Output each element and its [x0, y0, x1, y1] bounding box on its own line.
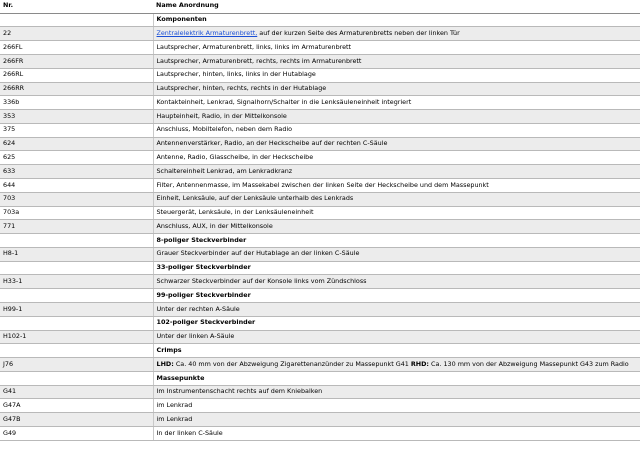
cell-description: Schaltereinheit Lenkrad, am Lenkradkranz	[153, 165, 640, 179]
cell-nr	[0, 371, 153, 385]
cell-nr: G41	[0, 385, 153, 399]
table-row	[0, 206, 640, 220]
cell-description: Lautsprecher, Armaturenbrett, links, links im Armaturenbrett	[153, 41, 640, 55]
section-row	[0, 13, 640, 27]
table-row	[0, 330, 640, 344]
cell-nr	[0, 344, 153, 358]
table-row	[0, 399, 640, 413]
cell-nr: 266FL	[0, 41, 153, 55]
cell-nr: G47A	[0, 399, 153, 413]
table-row	[0, 413, 640, 427]
table-row	[0, 247, 640, 261]
table-row	[0, 275, 640, 289]
table-row	[0, 165, 640, 179]
cell-description: Lautsprecher, hinten, links, links in der Hutablage	[153, 68, 640, 82]
cell-description: Komponenten	[153, 13, 640, 27]
cell-nr: 703a	[0, 206, 153, 220]
cell-nr: 625	[0, 151, 153, 165]
section-row	[0, 371, 640, 385]
cell-description: im Lenkrad	[153, 399, 640, 413]
section-row	[0, 234, 640, 248]
cell-nr	[0, 289, 153, 303]
table-row	[0, 192, 640, 206]
table-row	[0, 178, 640, 192]
cell-description: Lautsprecher, hinten, rechts, rechts in der Hutablage	[153, 82, 640, 96]
cell-description: Unter der rechten A-Säule	[153, 303, 640, 317]
table-row	[0, 54, 640, 68]
table-row	[0, 358, 640, 372]
cell-description: 102-poliger Steckverbinder	[153, 316, 640, 330]
cell-description: Antenne, Radio, Glasscheibe, in der Heckscheibe	[153, 151, 640, 165]
cell-description: Kontakteinheit, Lenkrad, Signalhorn/Schalter in die Lenksäuleneinheit integriert	[153, 96, 640, 110]
rhd-label: RHD:	[410, 359, 429, 368]
table-header-row	[0, 0, 640, 13]
section-row	[0, 289, 640, 303]
header-nr: Nr.	[0, 0, 153, 13]
table-row	[0, 220, 640, 234]
cell-description: 99-poliger Steckverbinder	[153, 289, 640, 303]
lhd-text: Ca. 40 mm von der Abzweigung Zigarettenanzünder zu Massepunkt G41	[173, 359, 411, 368]
cell-nr: G47B	[0, 413, 153, 427]
lhd-label: LHD:	[156, 359, 174, 368]
cell-nr: 644	[0, 178, 153, 192]
table-row	[0, 427, 640, 441]
cell-description: Schwarzer Steckverbinder auf der Konsole links vom Zündschloss	[153, 275, 640, 289]
cell-nr: H33-1	[0, 275, 153, 289]
cell-nr: J76	[0, 358, 153, 372]
cell-nr: H99-1	[0, 303, 153, 317]
cell-description: Steuergerät, Lenksäule, in der Lenksäuleneinheit	[153, 206, 640, 220]
cell-nr	[0, 234, 153, 248]
cell-description: Crimps	[153, 344, 640, 358]
table-row	[0, 151, 640, 165]
section-row	[0, 344, 640, 358]
header-name: Name Anordnung	[153, 0, 640, 13]
cell-description: Grauer Steckverbinder auf der Hutablage an der linken C-Säule	[153, 247, 640, 261]
cell-nr	[0, 261, 153, 275]
cell-description: 8-poliger Steckverbinder	[153, 234, 640, 248]
cell-nr: G49	[0, 427, 153, 441]
cell-nr: 266RR	[0, 82, 153, 96]
cell-nr: 624	[0, 137, 153, 151]
table-row	[0, 68, 640, 82]
cell-nr: 266FR	[0, 54, 153, 68]
cell-description: Lautsprecher, Armaturenbrett, rechts, rechts im Armaturenbrett	[153, 54, 640, 68]
cell-nr: 633	[0, 165, 153, 179]
section-row	[0, 316, 640, 330]
table-row	[0, 110, 640, 124]
cell-nr: 22	[0, 27, 153, 41]
table-row	[0, 96, 640, 110]
cell-nr	[0, 316, 153, 330]
cell-nr: 375	[0, 123, 153, 137]
table-row	[0, 123, 640, 137]
table-row	[0, 303, 640, 317]
cell-description: 33-poliger Steckverbinder	[153, 261, 640, 275]
table-body	[0, 13, 640, 440]
cell-description: im Lenkrad	[153, 413, 640, 427]
cell-nr	[0, 13, 153, 27]
table-row	[0, 385, 640, 399]
cell-nr: 771	[0, 220, 153, 234]
section-row	[0, 261, 640, 275]
cell-description: Anschluss, AUX, in der Mittelkonsole	[153, 220, 640, 234]
cell-description: Unter der linken A-Säule	[153, 330, 640, 344]
table-row	[0, 82, 640, 96]
cell-nr: 703	[0, 192, 153, 206]
cell-nr: 353	[0, 110, 153, 124]
cell-description: Massepunkte	[153, 371, 640, 385]
cell-description: In der linken C-Säule	[153, 427, 640, 441]
cell-description: Filter, Antennenmasse, im Massekabel zwischen der linken Seite der Heckscheibe und dem Massepunkt	[153, 178, 640, 192]
cell-description: Im Instrumentenschacht rechts auf dem Kniebalken	[153, 385, 640, 399]
cell-nr: 266RL	[0, 68, 153, 82]
cell-description: Einheit, Lenksäule, auf der Lenksäule unterhalb des Lenkrads	[153, 192, 640, 206]
cell-nr: H8-1	[0, 247, 153, 261]
table-row	[0, 27, 640, 41]
cell-description	[153, 358, 640, 372]
zentralelektrik-link[interactable]: Zentralelektrik Armaturenbrett,	[156, 28, 258, 37]
cell-text: auf der kurzen Seite des Armaturenbretts neben der linken Tür	[257, 28, 460, 37]
cell-description: Haupteinheit, Radio, in der Mittelkonsole	[153, 110, 640, 124]
table-row	[0, 137, 640, 151]
cell-nr: 336b	[0, 96, 153, 110]
table-row	[0, 41, 640, 55]
cell-nr: H102-1	[0, 330, 153, 344]
cell-description: Anschluss, Mobiltelefon, neben dem Radio	[153, 123, 640, 137]
cell-description: Antennenverstärker, Radio, an der Heckscheibe auf der rechten C-Säule	[153, 137, 640, 151]
rhd-text: Ca. 130 mm von der Abzweigung Massepunkt G43 zum Radio	[429, 359, 629, 368]
cell-description	[153, 27, 640, 41]
